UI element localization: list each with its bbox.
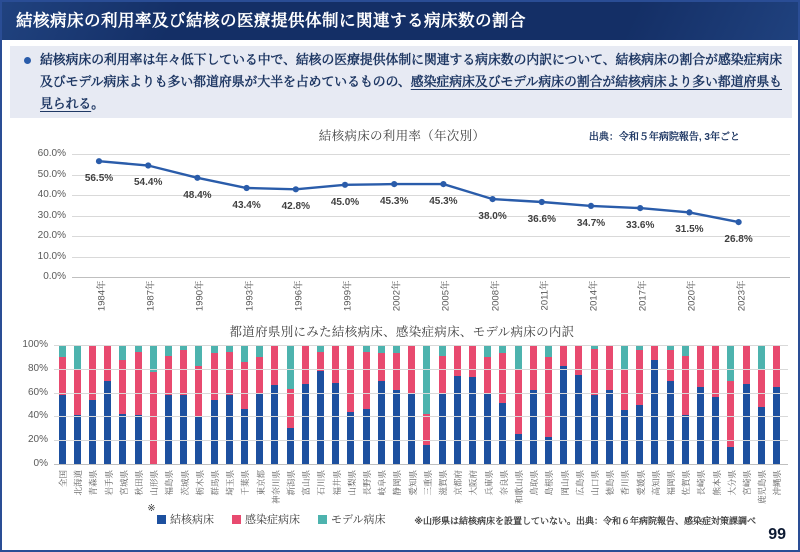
bar-segment-tb: [454, 376, 461, 464]
bar-column-群馬県: [211, 345, 218, 464]
bar-segment-infection: [347, 345, 354, 412]
bar-column-宮崎県: [743, 345, 750, 464]
data-point: [736, 219, 742, 225]
bar-column-佐賀県: [682, 345, 689, 464]
x-axis-prefecture-label: 島根県: [544, 470, 555, 496]
bar-segment-model: [226, 345, 233, 352]
bar-column-兵庫県: [484, 345, 491, 464]
bar-segment-infection: [499, 353, 506, 403]
grid-line: [54, 393, 788, 394]
x-axis-prefecture-label: 長野県: [362, 470, 372, 496]
bar-segment-infection: [469, 345, 476, 377]
bar-segment-tb: [59, 395, 66, 464]
bar-column-香川県: [621, 345, 628, 464]
bar-column-秋田県: [135, 345, 142, 464]
bar-segment-infection: [454, 345, 461, 376]
data-point: [588, 203, 594, 209]
x-axis-prefecture-label: 東京都: [255, 470, 266, 496]
bar-segment-infection: [256, 357, 263, 393]
y-axis-tick-label: 40%: [27, 410, 48, 422]
data-point-label: 42.8%: [281, 201, 310, 213]
bar-segment-tb: [89, 400, 96, 464]
x-axis-year-label: 2014年: [588, 280, 600, 312]
data-point-label: 26.8%: [724, 234, 753, 246]
x-axis-year-label: 2005年: [440, 280, 452, 312]
bar-column-石川県: [317, 345, 324, 464]
x-axis-prefecture-label: 北海道: [73, 470, 84, 496]
bar-column-全国: [59, 345, 66, 464]
x-axis-prefecture-label: 千葉県: [240, 470, 251, 496]
data-point: [637, 205, 643, 211]
y-axis-tick-label: 100%: [22, 339, 48, 350]
x-axis-prefecture-label: 新潟県: [286, 470, 296, 496]
legend-label-infection: 感染症病床: [245, 514, 300, 526]
data-point-label: 48.4%: [183, 189, 212, 201]
bar-segment-infection: [59, 357, 66, 395]
bar-segment-tb: [499, 403, 506, 464]
x-axis-prefecture-label: 埼玉県: [225, 470, 236, 496]
bar-segment-tb: [332, 383, 339, 464]
bar-column-茨城県: [180, 345, 187, 464]
bar-segment-model: [758, 345, 765, 369]
x-axis-prefecture-label: 香川県: [620, 470, 631, 496]
bar-segment-model: [515, 345, 522, 370]
bar-segment-tb: [226, 395, 233, 464]
bar-segment-infection: [484, 357, 491, 393]
bar-plot-area: [54, 345, 788, 464]
bar-segment-infection: [271, 345, 278, 385]
x-axis-prefecture-label: 沖縄県: [772, 470, 783, 496]
x-axis-prefecture-label: 全国: [58, 470, 68, 488]
bar-segment-infection: [530, 345, 537, 390]
bar-segment-model: [165, 345, 172, 356]
bar-segment-tb: [393, 390, 400, 464]
summary-box: [10, 46, 792, 118]
data-point: [96, 158, 102, 164]
bar-column-山梨県: [347, 345, 354, 464]
y-axis-tick-label: 20%: [27, 434, 48, 446]
bar-column-青森県: [89, 345, 96, 464]
bar-segment-model: [545, 345, 552, 357]
bar-chart-title: 都道府県別にみた結核病床、感染症病床、モデル病床の内訳: [229, 325, 575, 339]
bullet-icon: [24, 57, 31, 64]
x-axis-prefecture-label: 京都府: [453, 470, 464, 496]
bar-column-福井県: [332, 345, 339, 464]
grid-line: [54, 369, 788, 370]
bar-segment-infection: [89, 345, 96, 400]
bar-segment-infection: [591, 349, 598, 395]
bar-segment-tb: [621, 410, 628, 464]
data-point-label: 45.0%: [330, 196, 360, 208]
bar-segment-model: [439, 345, 446, 356]
y-axis-tick-label: 20.0%: [37, 230, 66, 241]
bar-segment-tb: [727, 447, 734, 464]
x-axis-prefecture-label: 大分県: [726, 470, 737, 496]
bar-segment-model: [256, 345, 263, 357]
x-axis-prefecture-label: 青森県: [88, 470, 99, 496]
line-chart-source: 出典：令和５年病院報告, 3年ごと: [588, 132, 740, 143]
bar-column-京都府: [454, 345, 461, 464]
data-point-label: 43.4%: [232, 200, 261, 212]
bar-segment-model: [59, 345, 66, 357]
bar-segment-model: [423, 345, 430, 414]
x-axis-year-label: 1999年: [342, 280, 354, 312]
x-axis-year-label: 1987年: [145, 280, 157, 312]
bar-segment-infection: [195, 366, 202, 416]
data-point-label: 38.0%: [478, 211, 507, 223]
bar-column-北海道: [74, 345, 81, 464]
bar-column-徳島県: [606, 345, 613, 464]
bar-segment-tb: [119, 414, 126, 464]
y-axis-tick-label: 10.0%: [37, 250, 66, 262]
data-point-label: 56.5%: [84, 173, 114, 185]
y-axis-tick-label: 0.0%: [43, 271, 66, 282]
x-axis-prefecture-label: 秋田県: [134, 470, 144, 496]
bar-segment-tb: [575, 375, 582, 464]
footnote: ※山形県は結核病床を設置していない。出典：令和６年病院報告、感染症対策課調べ: [414, 516, 756, 526]
bar-segment-tb: [591, 395, 598, 464]
y-axis-tick-label: 60%: [27, 386, 48, 398]
bar-segment-tb: [773, 387, 780, 464]
x-axis-prefecture-label: 鳥取県: [529, 470, 540, 496]
data-point-label: 34.7%: [576, 217, 606, 229]
x-axis-prefecture-label: 徳島県: [605, 470, 616, 496]
bar-segment-infection: [287, 389, 294, 428]
x-axis-year-label: 2002年: [391, 280, 403, 312]
x-axis-prefecture-label: 奈良県: [498, 470, 509, 496]
bar-segment-infection: [332, 345, 339, 383]
x-axis-year-label: 2023年: [736, 280, 748, 312]
bar-column-東京都: [256, 345, 263, 464]
x-axis-prefecture-label: 福岡県: [666, 470, 676, 496]
bar-segment-model: [241, 345, 248, 362]
y-axis-tick-label: 80%: [27, 362, 48, 374]
data-point: [194, 175, 200, 181]
bar-column-大分県: [727, 345, 734, 464]
bar-segment-model: [499, 345, 506, 353]
data-point-label: 33.6%: [626, 220, 655, 232]
bar-column-高知県: [651, 345, 658, 464]
bar-segment-tb: [180, 395, 187, 464]
bar-segment-infection: [180, 350, 187, 395]
yamagata-note-marker: ※: [147, 503, 156, 514]
bar-segment-model: [682, 345, 689, 356]
x-axis-prefecture-label: 大阪府: [468, 470, 479, 496]
data-point: [490, 196, 496, 202]
data-point: [391, 181, 397, 187]
bar-column-岩手県: [104, 345, 111, 464]
bar-segment-infection: [302, 345, 309, 384]
bar-segment-infection: [439, 356, 446, 393]
x-axis-prefecture-label: 福島県: [164, 470, 175, 496]
bar-segment-infection: [667, 350, 674, 381]
bar-segment-infection: [560, 345, 567, 366]
bar-segment-infection: [727, 381, 734, 448]
header-bar: [2, 2, 800, 40]
x-axis-year-label: 1996年: [293, 280, 305, 312]
bar-segment-infection: [606, 345, 613, 390]
data-point: [145, 162, 151, 168]
bar-segment-tb: [712, 397, 719, 464]
x-axis-year-label: 2011年: [539, 280, 551, 311]
bar-segment-model: [195, 345, 202, 366]
bar-column-長野県: [363, 345, 370, 464]
data-point: [539, 199, 545, 205]
grid-line: [54, 464, 788, 465]
bar-column-愛媛県: [636, 345, 643, 464]
x-axis-prefecture-label: 福井県: [331, 470, 342, 496]
bar-segment-infection: [682, 356, 689, 416]
bar-column-鹿児島県: [758, 345, 765, 464]
bar-segment-tb: [636, 405, 643, 465]
bar-segment-model: [74, 345, 81, 370]
bar-column-千葉県: [241, 345, 248, 464]
bar-segment-tb: [363, 409, 370, 464]
bar-segment-tb: [515, 434, 522, 464]
bar-column-福岡県: [667, 345, 674, 464]
bar-segment-tb: [408, 393, 415, 464]
x-axis-prefecture-label: 和歌山県: [514, 470, 524, 505]
x-axis-prefecture-label: 富山県: [301, 470, 312, 496]
bar-segment-infection: [743, 345, 750, 384]
data-point-label: 36.6%: [527, 213, 556, 225]
bar-segment-infection: [636, 350, 643, 405]
page-title: 結核病床の利用率及び結核の医療提供体制に関連する病床数の割合: [16, 12, 526, 30]
bar-column-山口県: [591, 345, 598, 464]
bar-segment-model: [119, 345, 126, 360]
x-axis-year-label: 2008年: [490, 280, 502, 312]
bar-segment-tb: [287, 428, 294, 464]
grid-line: [54, 440, 788, 441]
bar-segment-model: [317, 345, 324, 352]
bar-segment-infection: [150, 372, 157, 464]
bar-column-島根県: [545, 345, 552, 464]
bar-column-神奈川県: [271, 345, 278, 464]
bar-column-富山県: [302, 345, 309, 464]
bar-column-滋賀県: [439, 345, 446, 464]
data-point-label: 45.3%: [429, 196, 458, 208]
bar-segment-tb: [271, 385, 278, 464]
bar-segment-infection: [651, 345, 658, 360]
bar-segment-tb: [439, 393, 446, 464]
bar-segment-tb: [241, 409, 248, 464]
bar-segment-model: [135, 345, 142, 352]
x-axis-prefecture-label: 宮崎県: [742, 470, 752, 496]
line-chart-title: 結核病床の利用率（年次別）: [318, 129, 486, 143]
summary-text-underlined: 感染症病床及びモデル病床の割合が結核病床より多い都道府県も見られる: [40, 74, 782, 111]
bar-segment-infection: [135, 352, 142, 415]
y-axis-tick-label: 0%: [33, 458, 48, 469]
x-axis-prefecture-label: 岩手県: [103, 470, 114, 496]
bar-segment-infection: [104, 345, 111, 381]
page-number: 99: [768, 526, 786, 543]
bar-segment-model: [621, 345, 628, 369]
legend-label-model: モデル病床: [331, 514, 386, 526]
bar-column-長崎県: [697, 345, 704, 464]
bar-segment-tb: [560, 366, 567, 464]
bar-segment-tb: [347, 412, 354, 464]
bar-segment-infection: [575, 345, 582, 375]
bar-segment-infection: [363, 352, 370, 409]
x-axis-prefecture-label: 広島県: [574, 470, 585, 496]
bar-column-岐阜県: [378, 345, 385, 464]
bar-segment-infection: [758, 369, 765, 407]
x-axis-prefecture-label: 山梨県: [346, 470, 357, 496]
data-point: [686, 209, 692, 215]
bar-segment-tb: [484, 393, 491, 464]
bar-segment-infection: [773, 345, 780, 387]
bar-segment-infection: [378, 353, 385, 380]
bar-segment-infection: [621, 369, 628, 411]
bar-segment-tb: [165, 395, 172, 464]
x-axis-prefecture-label: 三重県: [422, 470, 433, 496]
bar-segment-model: [211, 345, 218, 353]
bar-column-静岡県: [393, 345, 400, 464]
summary-text-plain: 結核病床の利用率は年々低下している中で、結核の医療提供体制に関連する病床数の内訳について、結核病床の割合が感染症病床及びモデル病床よりも多い都道府県が大半を占めているものの、: [40, 52, 782, 89]
bar-segment-model: [287, 345, 294, 389]
y-axis-tick-label: 30.0%: [37, 209, 66, 221]
x-axis-prefecture-label: 茨城県: [179, 470, 190, 496]
x-axis-prefecture-label: 神奈川県: [270, 470, 281, 505]
x-axis-prefecture-label: 宮城県: [118, 470, 129, 496]
utilization-line-series: [72, 147, 790, 279]
x-axis-prefecture-label: 山口県: [590, 470, 600, 496]
x-axis-prefecture-label: 岡山県: [559, 470, 570, 496]
bar-segment-tb: [530, 390, 537, 464]
bar-segment-infection: [226, 352, 233, 395]
bar-column-三重県: [423, 345, 430, 464]
bar-segment-infection: [712, 345, 719, 397]
x-axis-prefecture-label: 高知県: [650, 470, 661, 496]
x-axis-prefecture-label: 熊本県: [711, 470, 722, 496]
bar-column-福島県: [165, 345, 172, 464]
bar-segment-tb: [697, 387, 704, 464]
summary-text: [40, 49, 782, 115]
bar-column-熊本県: [712, 345, 719, 464]
bar-column-大阪府: [469, 345, 476, 464]
data-point-label: 31.5%: [675, 224, 704, 236]
grid-line: [54, 416, 788, 417]
bar-column-沖縄県: [773, 345, 780, 464]
bar-segment-model: [393, 345, 400, 353]
y-axis-tick-label: 50.0%: [37, 168, 66, 180]
bar-column-広島県: [575, 345, 582, 464]
x-axis-prefecture-label: 鹿児島県: [757, 470, 768, 505]
bar-column-和歌山県: [515, 345, 522, 464]
bar-column-鳥取県: [530, 345, 537, 464]
y-axis-tick-label: 60.0%: [37, 148, 66, 159]
data-point-label: 54.4%: [134, 177, 163, 189]
x-axis-prefecture-label: 長崎県: [696, 470, 707, 496]
x-axis-year-label: 1984年: [96, 280, 108, 312]
bar-segment-tb: [606, 390, 613, 464]
x-axis-year-label: 2017年: [637, 280, 649, 312]
bar-column-宮城県: [119, 345, 126, 464]
bar-column-新潟県: [287, 345, 294, 464]
bar-segment-model: [484, 345, 491, 357]
grid-line: [54, 345, 788, 346]
data-point: [244, 185, 250, 191]
x-axis-prefecture-label: 滋賀県: [438, 470, 448, 496]
data-point: [293, 186, 299, 192]
bar-column-山形県: [150, 345, 157, 464]
summary-text-period: 。: [91, 96, 104, 111]
x-axis-prefecture-label: 佐賀県: [681, 470, 692, 496]
bar-segment-tb: [302, 384, 309, 464]
x-axis-year-label: 1993年: [244, 280, 256, 312]
bar-segment-tb: [423, 445, 430, 464]
x-axis-prefecture-label: 愛媛県: [635, 470, 646, 496]
x-axis-prefecture-label: 石川県: [316, 470, 327, 496]
bar-column-栃木県: [195, 345, 202, 464]
x-axis-year-label: 1990年: [194, 280, 206, 312]
bar-segment-tb: [469, 377, 476, 464]
legend-label-tb: 結核病床: [170, 514, 214, 526]
bar-segment-infection: [165, 356, 172, 395]
data-point: [342, 182, 348, 188]
x-axis-prefecture-label: 群馬県: [210, 470, 220, 496]
x-axis-prefecture-label: 栃木県: [194, 470, 205, 496]
x-axis-prefecture-label: 静岡県: [392, 470, 403, 496]
bar-segment-infection: [515, 370, 522, 434]
x-axis-prefecture-label: 岐阜県: [377, 470, 388, 496]
bar-column-岡山県: [560, 345, 567, 464]
bar-segment-tb: [256, 393, 263, 464]
x-axis-prefecture-label: 山形県: [149, 470, 160, 496]
bar-segment-tb: [743, 384, 750, 464]
bar-segment-tb: [317, 371, 324, 464]
bar-segment-model: [363, 345, 370, 352]
x-axis-year-label: 2020年: [686, 280, 698, 312]
data-point-label: 45.3%: [380, 196, 409, 208]
bar-column-愛知県: [408, 345, 415, 464]
bar-segment-infection: [697, 345, 704, 387]
data-point: [440, 181, 446, 187]
bar-column-埼玉県: [226, 345, 233, 464]
x-axis-prefecture-label: 兵庫県: [483, 470, 494, 496]
bar-segment-model: [727, 345, 734, 381]
bar-column-奈良県: [499, 345, 506, 464]
bar-segment-model: [378, 345, 385, 353]
bar-segment-tb: [651, 360, 658, 464]
y-axis-tick-label: 40.0%: [37, 189, 66, 200]
bar-segment-infection: [393, 353, 400, 390]
x-axis-prefecture-label: 愛知県: [407, 470, 418, 496]
bar-segment-tb: [211, 400, 218, 464]
